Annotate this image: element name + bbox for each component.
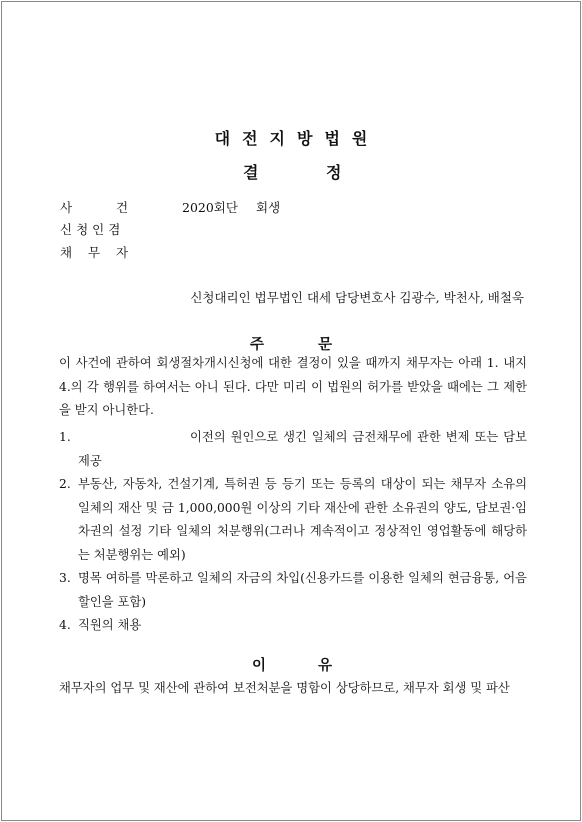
order-heading-char-1: 주 (250, 337, 265, 353)
debtor-label-char-2: 무 (88, 245, 101, 260)
reason-text-line: 채무자의 업무 및 재산에 관하여 보전처분을 명함이 상당하므로, 채무자 회생 및 파산 (59, 681, 510, 695)
order-item (59, 567, 527, 614)
case-label-char-2: 건 (116, 200, 129, 215)
reason-heading-char-1: 이 (252, 658, 267, 674)
order-item (59, 614, 527, 638)
order-heading-char-2: 문 (318, 337, 333, 353)
case-label-char-1: 사 (60, 200, 73, 215)
order-item-number: 4. (59, 618, 71, 632)
order-item-number: 1. (59, 430, 71, 444)
order-item-number: 2. (59, 477, 71, 491)
document-type-char-1: 결 (243, 163, 259, 182)
debtor-label-char-3: 자 (116, 245, 129, 260)
reason-heading (0, 654, 582, 674)
order-item-number: 3. (59, 571, 71, 585)
debtor-label-char-1: 채 (60, 245, 73, 260)
order-list (59, 426, 527, 638)
order-item-text: 부동산, 자동차, 건설기계, 특허권 등 등기 또는 등록의 대상이 되는 채무자 소유의 일체의 재산 및 금 1,000,000원 이상의 기타 재산에 관한 소유권의 양도, 담보권·임차권의 설정 기타 일체의 처분행위(그러나 계속적이고 정상적인 영업활동에 해당하는 처분행위는 예외) (78, 477, 527, 562)
order-item-text: 직원의 채용 (78, 618, 142, 632)
order-item-text: 명목 여하를 막론하고 일체의 자금의 차입(신용카드를 이용한 일체의 현금융통, 어음할인을 포함) (78, 571, 527, 609)
order-intro (59, 352, 527, 423)
legal-representative-line: 신청대리인 법무법인 대세 담당변호사 김광수, 박천사, 배철욱 (190, 290, 524, 305)
reason-heading-char-2: 유 (318, 658, 333, 674)
document-type-title (0, 160, 582, 182)
order-intro-text: 이 사건에 관하여 회생절차개시신청에 대한 결정이 있을 때까지 채무자는 아래 1. 내지 4.의 각 행위를 하여서는 아니 된다. 다만 미리 이 법원의 허가를 받았을 때에는 그 제한을 받지 아니한다. (59, 356, 527, 417)
document-type-char-2: 정 (326, 163, 342, 182)
case-name: 회생 (256, 200, 281, 215)
court-name: 대전지방법원 (214, 129, 380, 148)
order-item (59, 426, 527, 473)
case-number: 2020회단 (182, 200, 238, 215)
order-item (59, 473, 527, 567)
reason-text (59, 677, 527, 701)
applicant-label: 신청인겸 (60, 222, 125, 237)
order-heading (0, 333, 582, 353)
order-item-text: 이전의 원인으로 생긴 일체의 금전채무에 관한 변제 또는 담보 제공 (78, 430, 527, 468)
